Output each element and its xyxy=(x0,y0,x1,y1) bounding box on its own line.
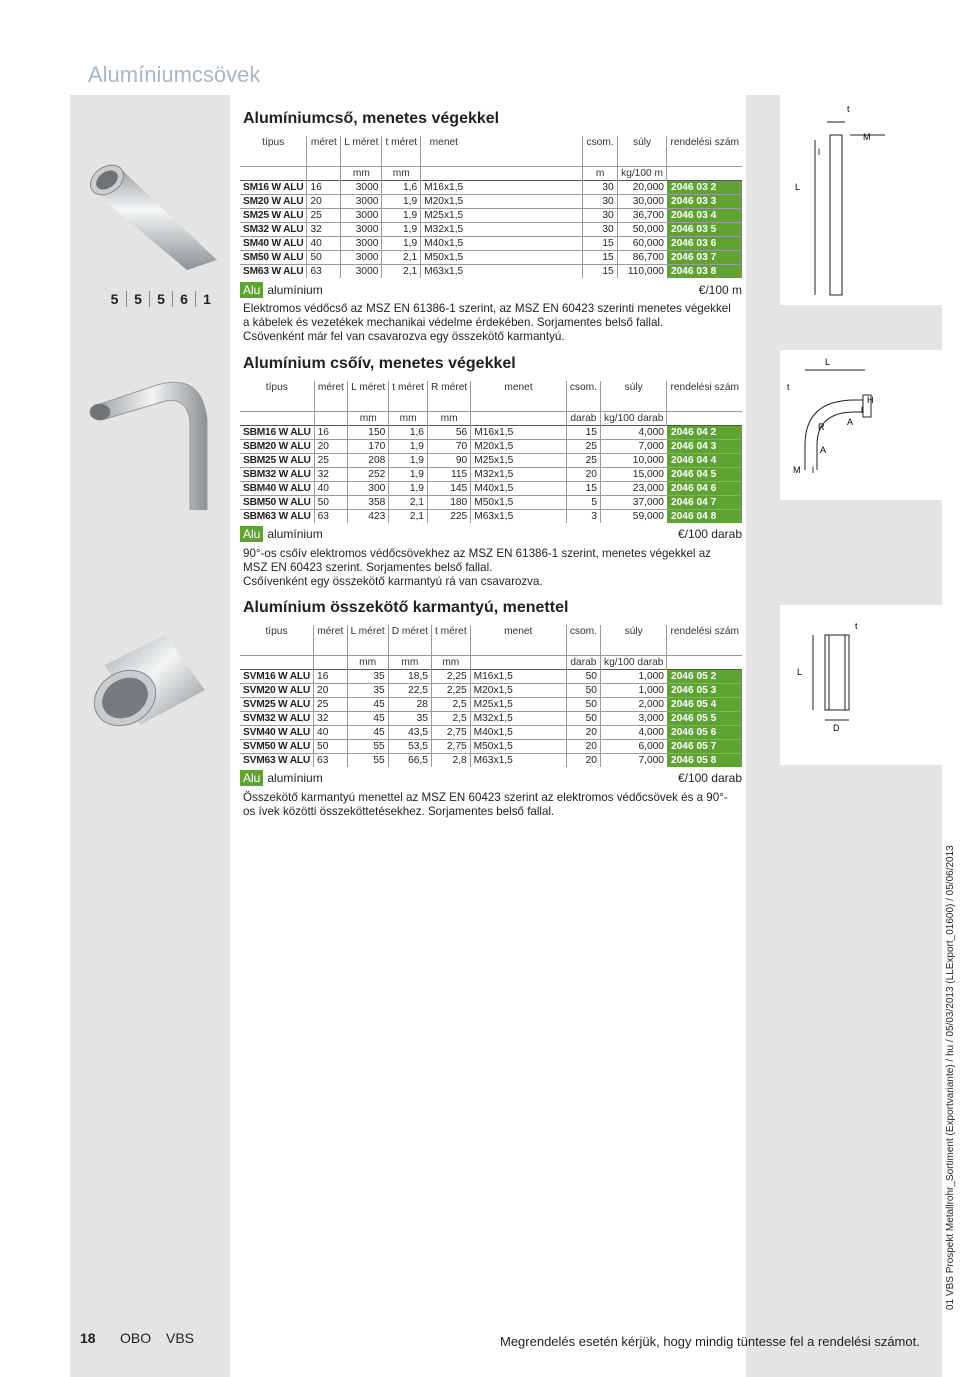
weight-cell: 3,000 xyxy=(600,711,666,725)
price-unit: €/100 darab xyxy=(677,771,742,785)
wall-cell: 1,9 xyxy=(389,439,428,453)
footer-note: Megrendelés esetén kérjük, hogy mindig tüntesse fel a rendelési számot. xyxy=(500,1334,920,1349)
radius-cell: 180 xyxy=(427,495,470,509)
order-number-cell: 2046 03 7 xyxy=(667,250,742,264)
length-cell: 358 xyxy=(348,495,389,509)
index-digit: 6 xyxy=(172,291,195,307)
table-row xyxy=(240,683,742,697)
order-number-cell: 2046 05 7 xyxy=(667,739,742,753)
package-cell: 30 xyxy=(583,180,617,194)
size-cell: 50 xyxy=(314,495,348,509)
weight-cell: 86,700 xyxy=(617,250,667,264)
size-cell: 63 xyxy=(314,753,348,767)
section-title: Alumínium összekötő karmantyú, menettel xyxy=(243,599,569,616)
spacer-cell xyxy=(467,250,583,264)
table-row xyxy=(240,453,742,467)
package-cell: 50 xyxy=(566,697,600,711)
length-cell: 3000 xyxy=(341,222,382,236)
package-cell: 20 xyxy=(566,739,600,753)
diameter-cell: 43,5 xyxy=(388,725,431,739)
thread-cell: M16x1,5 xyxy=(470,669,566,683)
size-cell: 20 xyxy=(307,194,341,208)
wall-cell: 2,25 xyxy=(431,669,470,683)
brand-label: OBO xyxy=(120,1330,152,1346)
page-number: 18 xyxy=(80,1330,96,1346)
table-row xyxy=(240,753,742,767)
type-cell: SVM63 W ALU xyxy=(243,754,311,766)
type-cell: SM63 W ALU xyxy=(243,265,304,277)
length-cell: 3000 xyxy=(341,208,382,222)
wall-cell: 2,1 xyxy=(382,264,421,278)
thread-cell: M50x1,5 xyxy=(471,495,567,509)
diagram-label: D xyxy=(833,723,840,733)
length-cell: 55 xyxy=(347,753,388,767)
length-cell: 45 xyxy=(347,711,388,725)
size-cell: 50 xyxy=(314,739,348,753)
material-row xyxy=(240,526,742,542)
radius-cell: 145 xyxy=(427,481,470,495)
weight-cell: 15,000 xyxy=(600,467,666,481)
table-row xyxy=(240,739,742,753)
type-cell: SM40 W ALU xyxy=(243,237,304,249)
material-name: alumínium xyxy=(267,527,323,541)
bend-dimension-diagram xyxy=(785,355,935,495)
order-number-cell: 2046 03 4 xyxy=(667,208,742,222)
coupling-spec-table: típus méret L méret D méret t méret menet csom. súly rendelési szám mm mm mm darab kg/100 darab SVM16 W ALU 16 35 18,5 2,25 M16x1,5 50 1,000 2046 05 2 SVM20 W ALU 20 35 22,5 2,25 M20x1,5 50 1,000 2046 05 3 SVM25 W ALU 25 45 28 2,5 M25x1,5 50 2,000 2046 05 4 SVM32 W ALU 32 45 35 2,5 M32x1,5 50 3,000 2046 05 5 SVM40 W ALU 40 45 43,5 2,75 M40x1,5 20 4,000 2046 05 6 SVM50 W ALU 50 55 53,5 2,75 M50x1,5 20 6,000 2046 05 7 SVM63 W ALU 63 55 66,5 2,8 M63x1,5 20 7,000 2046 05 8 xyxy=(240,625,742,767)
length-cell: 300 xyxy=(348,481,389,495)
material-name: alumínium xyxy=(267,771,323,785)
unit-label: m xyxy=(583,166,617,180)
type-cell: SM20 W ALU xyxy=(243,195,304,207)
diameter-cell: 53,5 xyxy=(388,739,431,753)
diagram-label: M xyxy=(863,132,871,142)
thread-cell: M63x1,5 xyxy=(471,509,567,523)
size-cell: 63 xyxy=(314,509,348,523)
type-cell: SBM50 W ALU xyxy=(243,496,311,508)
col-header: súly xyxy=(617,136,667,166)
package-cell: 30 xyxy=(583,208,617,222)
diagram-label: t xyxy=(787,382,790,392)
diagram-label: H xyxy=(867,395,874,405)
type-cell: SBM16 W ALU xyxy=(243,426,311,438)
size-cell: 20 xyxy=(314,683,348,697)
size-cell: 40 xyxy=(307,236,341,250)
order-number-cell: 2046 04 5 xyxy=(667,467,742,481)
price-unit: €/100 darab xyxy=(677,527,742,541)
package-cell: 20 xyxy=(566,753,600,767)
table-row xyxy=(240,236,742,250)
weight-cell: 59,000 xyxy=(600,509,666,523)
order-number-cell: 2046 05 4 xyxy=(667,697,742,711)
package-cell: 30 xyxy=(583,194,617,208)
type-cell: SVM25 W ALU xyxy=(243,698,311,710)
thread-cell: M25x1,5 xyxy=(470,697,566,711)
weight-cell: 36,700 xyxy=(617,208,667,222)
size-cell: 16 xyxy=(314,425,348,439)
type-cell: SBM32 W ALU xyxy=(243,468,311,480)
wall-cell: 1,9 xyxy=(389,467,428,481)
material-tag: Alu xyxy=(240,770,263,786)
wall-cell: 1,9 xyxy=(382,194,421,208)
wall-cell: 2,25 xyxy=(431,683,470,697)
diagram-label: R xyxy=(818,422,825,432)
unit-label: mm xyxy=(341,166,382,180)
pipe-photo xyxy=(82,150,222,270)
thread-cell: M16x1,5 xyxy=(421,180,467,194)
thread-cell: M50x1,5 xyxy=(470,739,566,753)
type-cell: SBM25 W ALU xyxy=(243,454,311,466)
price-unit: €/100 m xyxy=(698,283,742,297)
order-number-cell: 2046 03 3 xyxy=(667,194,742,208)
table-row xyxy=(240,725,742,739)
radius-cell: 115 xyxy=(427,467,470,481)
coupling-dimension-diagram xyxy=(785,615,935,760)
weight-cell: 110,000 xyxy=(617,264,667,278)
size-cell: 25 xyxy=(307,208,341,222)
weight-cell: 30,000 xyxy=(617,194,667,208)
package-cell: 25 xyxy=(566,439,600,453)
size-cell: 25 xyxy=(314,697,348,711)
index-digit: 1 xyxy=(195,291,218,307)
weight-cell: 37,000 xyxy=(600,495,666,509)
section-title: Alumínium csőív, menetes végekkel xyxy=(243,355,516,372)
thread-cell: M20x1,5 xyxy=(421,194,467,208)
col-header: csom. xyxy=(583,136,617,166)
wall-cell: 2,75 xyxy=(431,725,470,739)
table-row xyxy=(240,495,742,509)
length-cell: 150 xyxy=(348,425,389,439)
size-cell: 32 xyxy=(314,467,348,481)
package-cell: 15 xyxy=(566,425,600,439)
length-cell: 3000 xyxy=(341,264,382,278)
spacer-cell xyxy=(467,208,583,222)
package-cell: 15 xyxy=(566,481,600,495)
type-cell: SBM20 W ALU xyxy=(243,440,311,452)
table-row xyxy=(240,509,742,523)
package-cell: 5 xyxy=(566,495,600,509)
length-cell: 3000 xyxy=(341,236,382,250)
thread-cell: M63x1,5 xyxy=(470,753,566,767)
length-cell: 208 xyxy=(348,453,389,467)
package-cell: 20 xyxy=(566,467,600,481)
order-number-cell: 2046 03 6 xyxy=(667,236,742,250)
type-cell: SVM40 W ALU xyxy=(243,726,311,738)
package-cell: 15 xyxy=(583,236,617,250)
product-description: Összekötő karmantyú menettel az MSZ EN 60423 szerint az elektromos védőcsövek és a 90°- os ívek közötti összeköttetésekhez. Sorjamentes belső fallal. xyxy=(243,791,728,818)
diameter-cell: 66,5 xyxy=(388,753,431,767)
radius-cell: 225 xyxy=(427,509,470,523)
thread-cell: M32x1,5 xyxy=(421,222,467,236)
diameter-cell: 18,5 xyxy=(388,669,431,683)
material-row xyxy=(240,770,742,786)
type-cell: SVM50 W ALU xyxy=(243,740,311,752)
size-cell: 63 xyxy=(307,264,341,278)
bend-table-body xyxy=(240,425,742,523)
diagram-label: L xyxy=(797,667,803,677)
col-header: menet xyxy=(421,136,467,166)
document-id-text: 01 VBS Prospekt Metallrohr_Sortiment (Exportvariante) / hu / 05/03/2013 (LLExport_01600) / 05/06/2013 xyxy=(945,845,956,1310)
diagram-label: L xyxy=(795,182,801,192)
length-cell: 423 xyxy=(348,509,389,523)
diagram-label: A xyxy=(847,417,854,427)
length-cell: 45 xyxy=(347,725,388,739)
length-cell: 45 xyxy=(347,697,388,711)
wall-cell: 1,9 xyxy=(382,236,421,250)
diameter-cell: 28 xyxy=(388,697,431,711)
pipe-table-body xyxy=(240,180,742,278)
package-cell: 30 xyxy=(583,222,617,236)
coupling-photo xyxy=(85,630,220,750)
thread-cell: M40x1,5 xyxy=(470,725,566,739)
wall-cell: 1,9 xyxy=(389,481,428,495)
wall-cell: 2,8 xyxy=(431,753,470,767)
length-cell: 55 xyxy=(347,739,388,753)
size-cell: 16 xyxy=(307,180,341,194)
radius-cell: 56 xyxy=(427,425,470,439)
length-cell: 35 xyxy=(347,669,388,683)
type-cell: SVM32 W ALU xyxy=(243,712,311,724)
thread-cell: M25x1,5 xyxy=(471,453,567,467)
diagram-label: L xyxy=(825,357,831,367)
weight-cell: 50,000 xyxy=(617,222,667,236)
wall-cell: 2,1 xyxy=(389,509,428,523)
index-digit: 5 xyxy=(126,291,149,307)
pipe-spec-table xyxy=(240,136,742,278)
weight-cell: 7,000 xyxy=(600,753,666,767)
table-row xyxy=(240,180,742,194)
table-row xyxy=(240,481,742,495)
weight-cell: 20,000 xyxy=(617,180,667,194)
size-cell: 20 xyxy=(314,439,348,453)
order-number-cell: 2046 04 4 xyxy=(667,453,742,467)
section-title: Alumíniumcső, menetes végekkel xyxy=(243,110,500,127)
size-cell: 16 xyxy=(314,669,348,683)
table-row xyxy=(240,264,742,278)
weight-cell: 6,000 xyxy=(600,739,666,753)
table-row xyxy=(240,467,742,481)
table-row xyxy=(240,425,742,439)
diagram-label: t xyxy=(855,621,858,631)
weight-cell: 10,000 xyxy=(600,453,666,467)
type-cell: SM16 W ALU xyxy=(243,181,304,193)
col-header: méret xyxy=(307,136,341,166)
diagram-label: l xyxy=(812,465,814,475)
table-row xyxy=(240,250,742,264)
radius-cell: 70 xyxy=(427,439,470,453)
type-cell: SBM40 W ALU xyxy=(243,482,311,494)
wall-cell: 2,1 xyxy=(389,495,428,509)
spacer-cell xyxy=(467,222,583,236)
order-number-cell: 2046 03 8 xyxy=(667,264,742,278)
weight-cell: 4,000 xyxy=(600,425,666,439)
package-cell: 20 xyxy=(566,725,600,739)
package-cell: 25 xyxy=(566,453,600,467)
wall-cell: 2,1 xyxy=(382,250,421,264)
diagram-label: l xyxy=(861,405,863,415)
page-title: Alumíniumcsövek xyxy=(88,62,261,87)
length-cell: 252 xyxy=(348,467,389,481)
diagram-label: t xyxy=(847,104,850,114)
package-cell: 50 xyxy=(566,711,600,725)
col-header: L méret xyxy=(341,136,382,166)
wall-cell: 1,9 xyxy=(382,208,421,222)
thread-cell: M20x1,5 xyxy=(470,683,566,697)
weight-cell: 7,000 xyxy=(600,439,666,453)
order-number-cell: 2046 05 2 xyxy=(667,669,742,683)
size-cell: 40 xyxy=(314,481,348,495)
size-cell: 25 xyxy=(314,453,348,467)
order-number-cell: 2046 05 6 xyxy=(667,725,742,739)
bend-photo xyxy=(82,360,222,510)
weight-cell: 60,000 xyxy=(617,236,667,250)
length-cell: 170 xyxy=(348,439,389,453)
thread-cell: M16x1,5 xyxy=(471,425,567,439)
order-number-cell: 2046 04 2 xyxy=(667,425,742,439)
length-cell: 3000 xyxy=(341,194,382,208)
spacer-cell xyxy=(467,194,583,208)
bend-spec-table: típus méret L méret t méret R méret menet csom. súly rendelési szám mm mm mm darab kg/100 darab SBM16 W ALU 16 150 1,6 56 M16x1,5 15 4,000 2046 04 2 SBM20 W ALU 20 170 1,9 70 M20x1,5 25 7,000 2046 04 3 SBM25 W ALU 25 208 1,9 90 M25x1,5 25 10,000 2046 04 4 SBM32 W ALU 32 252 1,9 115 M32x1,5 20 15,000 2046 04 5 SBM40 W ALU 40 300 1,9 145 M40x1,5 15 23,000 2046 04 6 SBM50 W ALU 50 358 2,1 180 M50x1,5 5 37,000 2046 04 7 SBM63 W ALU 63 423 2,1 225 M63x1,5 3 59,000 2046 04 8 xyxy=(240,381,742,523)
spacer-cell xyxy=(467,264,583,278)
length-cell: 3000 xyxy=(341,250,382,264)
spacer-cell xyxy=(467,180,583,194)
coupling-table-body xyxy=(240,669,742,767)
product-description: 90°-os csőív elektromos védőcsövekhez az MSZ EN 61386-1 szerint, menetes végekkel az MSZ EN 60423 szerint. Sorjamentes belső fallal. Csőívenként egy összekötő karmantyú rá van csavarozva. xyxy=(243,547,711,588)
order-number-cell: 2046 05 3 xyxy=(667,683,742,697)
package-cell: 3 xyxy=(566,509,600,523)
product-description: Elektromos védőcső az MSZ EN 61386-1 szerint, az MSZ EN 60423 szerinti menetes végekkel a kábelek és vezetékek mechanikai védelme érdekében. Sorjamentes belső fallal. Csövenként már fel van csavarozva egy összekötő karmantyú. xyxy=(243,302,731,343)
type-cell: SVM20 W ALU xyxy=(243,684,311,696)
pipe-dimension-diagram xyxy=(785,100,935,300)
thread-cell: M40x1,5 xyxy=(471,481,567,495)
thread-cell: M63x1,5 xyxy=(421,264,467,278)
size-cell: 32 xyxy=(314,711,348,725)
length-cell: 3000 xyxy=(341,180,382,194)
order-number-cell: 2046 05 5 xyxy=(667,711,742,725)
wall-cell: 1,9 xyxy=(382,222,421,236)
col-header: típus xyxy=(262,137,285,148)
size-cell: 32 xyxy=(307,222,341,236)
thread-cell: M40x1,5 xyxy=(421,236,467,250)
thread-cell: M50x1,5 xyxy=(421,250,467,264)
order-number-cell: 2046 04 6 xyxy=(667,481,742,495)
weight-cell: 2,000 xyxy=(600,697,666,711)
wall-cell: 1,6 xyxy=(389,425,428,439)
wall-cell: 2,5 xyxy=(431,697,470,711)
weight-cell: 4,000 xyxy=(600,725,666,739)
wall-cell: 1,9 xyxy=(389,453,428,467)
package-cell: 50 xyxy=(566,683,600,697)
radius-cell: 90 xyxy=(427,453,470,467)
wall-cell: 2,5 xyxy=(431,711,470,725)
order-number-cell: 2046 04 7 xyxy=(667,495,742,509)
order-number-cell: 2046 03 5 xyxy=(667,222,742,236)
unit-label: mm xyxy=(382,166,421,180)
package-cell: 50 xyxy=(566,669,600,683)
material-tag: Alu xyxy=(240,526,263,542)
diameter-cell: 22,5 xyxy=(388,683,431,697)
type-cell: SM50 W ALU xyxy=(243,251,304,263)
table-row xyxy=(240,208,742,222)
package-cell: 15 xyxy=(583,264,617,278)
index-digit: 5 xyxy=(110,291,119,307)
table-row xyxy=(240,222,742,236)
order-number-cell: 2046 04 8 xyxy=(667,509,742,523)
type-cell: SBM63 W ALU xyxy=(243,510,311,522)
thread-cell: M25x1,5 xyxy=(421,208,467,222)
weight-cell: 1,000 xyxy=(600,683,666,697)
col-header: t méret xyxy=(382,136,421,166)
brand-label: VBS xyxy=(166,1330,195,1346)
index-digit: 5 xyxy=(149,291,172,307)
diameter-cell: 35 xyxy=(388,711,431,725)
col-header: rendelési szám xyxy=(667,136,742,166)
table-row xyxy=(240,711,742,725)
package-cell: 15 xyxy=(583,250,617,264)
type-cell: SM25 W ALU xyxy=(243,209,304,221)
length-cell: 35 xyxy=(347,683,388,697)
spacer-cell xyxy=(467,236,583,250)
thread-cell: M32x1,5 xyxy=(471,467,567,481)
table-row xyxy=(240,439,742,453)
order-number-cell: 2046 05 8 xyxy=(667,753,742,767)
type-cell: SVM16 W ALU xyxy=(243,670,311,682)
diagram-label: A xyxy=(820,445,827,455)
col-header xyxy=(467,136,583,166)
size-cell: 50 xyxy=(307,250,341,264)
size-cell: 40 xyxy=(314,725,348,739)
table-row xyxy=(240,194,742,208)
diagram-label: l xyxy=(818,147,820,157)
thread-cell: M32x1,5 xyxy=(470,711,566,725)
type-cell: SM32 W ALU xyxy=(243,223,304,235)
material-name: alumínium xyxy=(267,283,323,297)
table-row xyxy=(240,669,742,683)
weight-cell: 23,000 xyxy=(600,481,666,495)
material-row xyxy=(240,282,742,298)
diagram-label: M xyxy=(793,465,801,475)
weight-cell: 1,000 xyxy=(600,669,666,683)
order-number-cell: 2046 04 3 xyxy=(667,439,742,453)
order-number-cell: 2046 03 2 xyxy=(667,180,742,194)
catalog-index xyxy=(103,291,218,307)
table-row xyxy=(240,697,742,711)
wall-cell: 2,75 xyxy=(431,739,470,753)
material-tag: Alu xyxy=(240,282,263,298)
unit-label: kg/100 m xyxy=(617,166,667,180)
thread-cell: M20x1,5 xyxy=(471,439,567,453)
wall-cell: 1,6 xyxy=(382,180,421,194)
